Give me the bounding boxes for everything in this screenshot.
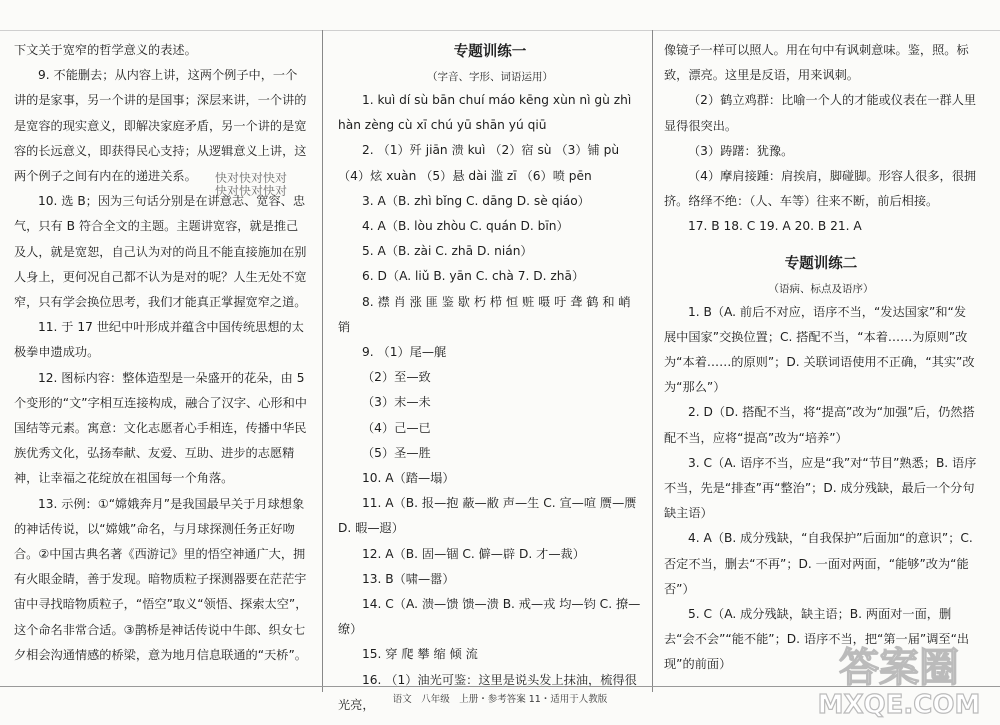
answer-paragraph: （3）末—未 <box>362 395 431 410</box>
column-divider <box>322 30 323 692</box>
answer-paragraph: 下文关于宽窄的哲学意义的表述。 <box>14 43 197 57</box>
answer-paragraph: 6. D（A. liǔ B. yān C. chà 7. D. zhā） <box>362 269 585 284</box>
answer-paragraph: 12. 图标内容：整体造型是一朵盛开的花朵，由 5 个变形的“文”字相互连接构成，融合了汉字、心形和中国结等元素。寓意：文化志愿者心手相连，传播中华民族优秀文化，弘扬奉献、友爱、互助、进步的志愿精神，让幸福之花绽放在祖国每一个角落。 <box>14 370 307 486</box>
answer-paragraph: 3. C（A. 语序不当，应是“我”对“节目”熟悉；B. 语序不当，先是“排查”再“整治”；D. 成分残缺，最后一个分句缺主语） <box>664 455 977 521</box>
answer-paragraph: 4. A（B. lòu zhòu C. quán D. bīn） <box>362 219 569 234</box>
answer-paragraph: 14. C（A. 溃—馈 馈—溃 B. 戒—戎 均—钧 C. 撩—缭） <box>338 597 641 637</box>
column-left <box>14 38 308 668</box>
svg-text:答案圈: 答案圈 <box>839 645 959 691</box>
watermark-logo <box>804 635 994 721</box>
answer-paragraph: 9. （1）尾—艉 <box>362 345 447 360</box>
answer-paragraph: 11. 于 17 世纪中叶形成并蕴含中国传统思想的太极拳申遗成功。 <box>14 320 304 360</box>
page-footer: 语文 八年级 上册・参考答案 11・适用于人教版 <box>392 694 608 705</box>
section-body <box>664 300 978 678</box>
answer-paragraph: 1. B（A. 前后不对应，语序不当，“发达国家”和“发展中国家”交换位置；C. 搭配不当，“本着……为原则”改为“本着……的原则”；D. 关联词语使用不正确，“其实”改为“那么”） <box>664 304 975 395</box>
section-body <box>338 88 642 718</box>
answer-paragraph: 8. 襟 肖 涨 匪 鉴 歇 朽 栉 恒 赃 嗫 吁 聋 鹤 和 峭 销 <box>338 294 631 334</box>
answer-paragraph: 5. A（B. zài C. zhā D. nián） <box>362 244 533 259</box>
overlay-line: 快对快对快对 <box>215 171 288 185</box>
section-title: 专题训练二 <box>784 255 858 272</box>
answer-paragraph: 10. A（踏—塌） <box>362 471 455 486</box>
answer-paragraph: 11. A（B. 报—抱 蔽—敝 声—生 C. 宣—喧 赝—赝 D. 暇—遐） <box>338 496 637 536</box>
section-subtitle: （字音、字形、词语运用） <box>427 71 553 83</box>
answer-paragraph: 1. kuì dí sù bān chuí máo kēng xùn nì gù zhì hàn zèng cù xī chú yū shān yú qiū <box>338 93 632 133</box>
answer-paragraph: 4. A（B. 成分残缺，“自我保护”后面加“的意识”；C. 否定不当，删去“不再”；D. 一面对两面，“能够”改为“能否”） <box>664 531 973 596</box>
column-right <box>664 38 978 678</box>
answer-paragraph: 9. 不能删去；从内容上讲，这两个例子中，一个讲的是家事，另一个讲的是国事；深层来讲，一个讲的是宽容的现实意义，即解决家庭矛盾，另一个讲的是宽容的长远意义，即获得民心支持；从逻辑意义上讲，这两个例子之间有内在的递进关系。 <box>14 68 307 184</box>
section-subtitle: （语病、标点及语序） <box>768 282 874 295</box>
answer-paragraph: 13. B（啸—嚣） <box>362 571 455 586</box>
stamp-overlay <box>215 172 287 198</box>
answer-paragraph: 15. 穿 爬 攀 缩 倾 流 <box>362 647 478 662</box>
section-title: 专题训练一 <box>453 44 527 60</box>
answer-paragraph: 12. A（B. 固—锢 C. 僻—辟 D. 才—裁） <box>362 546 585 561</box>
answer-paragraph: （3）踌躇：犹豫。 <box>688 143 794 158</box>
answer-paragraph: 5. C（A. 成分残缺，缺主语；B. 两面对一面，删去“会不会”“能不能”；D. 语序不当，把“第一届”调至“出现”的前面） <box>664 607 970 672</box>
svg-text:MXQE.COM: MXQE.COM <box>817 690 981 720</box>
column-divider <box>652 30 653 692</box>
top-rule <box>0 30 1000 31</box>
answer-paragraph: 16. （1）油光可鉴：这里是说头发上抹油，梳得很光亮， <box>338 672 637 712</box>
overlay-line: 快对快对快对 <box>215 184 288 198</box>
section-body <box>664 38 978 240</box>
answer-paragraph: （2）至—致 <box>362 370 431 385</box>
answer-paragraph: 3. A（B. zhì bǐng C. dāng D. sè qiáo） <box>362 193 590 208</box>
answer-paragraph: 2. D（D. 搭配不当，将“提高”改为“加强”后，仍然搭配不当，应将“提高”改为“培养”） <box>664 405 975 445</box>
answer-paragraph: （2）鹤立鸡群：比喻一个人的才能或仪表在一群人里显得很突出。 <box>664 93 977 133</box>
answer-paragraph: 13. 示例：①“嫦娥奔月”是我国最早关于月球想象的神话传说，以“嫦娥”命名，与月球探测任务正好吻合。②中国古典名著《西游记》里的悟空神通广大，拥有火眼金睛，善于发现。暗物质粒子探测器要在茫茫宇宙中寻找暗物质粒子，“悟空”取义“领悟、探索太空”，这个命名非常合适。③鹊桥是神话传说中牛郎、织女七夕相会沟通情感的桥梁，意为地月信息联通的“天桥”。 <box>14 496 308 662</box>
answer-paragraph: （5）圣—胜 <box>362 445 431 460</box>
column-middle <box>338 38 642 718</box>
answer-paragraph: 10. 选 B；因为三句话分别是在讲意志、宽容、忠气，只有 B 符合全文的主题。主题讲宽容，就是推己及人，就是宽恕，自己认为对的尚且不能直接施加在别人身上，更何况自己都不认为是对的呢？人生无处不宽窄，只有学会换位思考，我们才能真正掌握宽窄之道。 <box>14 194 307 310</box>
answer-paragraph: 2. （1）歼 jiān 溃 kuì （2）宿 sù （3）铺 pù （4）炫 xuàn （5）悬 dài 滥 zī （6）喷 pēn <box>338 143 620 183</box>
answer-paragraph: （4）己—已 <box>362 420 431 435</box>
answer-paragraph: （4）摩肩接踵：肩挨肩，脚碰脚。形容人很多，很拥挤。络绎不绝：（人、车等）往来不断，前后相接。 <box>664 169 977 209</box>
answer-paragraph: 17. B 18. C 19. A 20. B 21. A <box>688 219 862 234</box>
answer-paragraph: 像镜子一样可以照人。用在句中有讽刺意味。鉴，照。标致，漂亮。这里是反语，用来讽刺。 <box>664 43 969 83</box>
